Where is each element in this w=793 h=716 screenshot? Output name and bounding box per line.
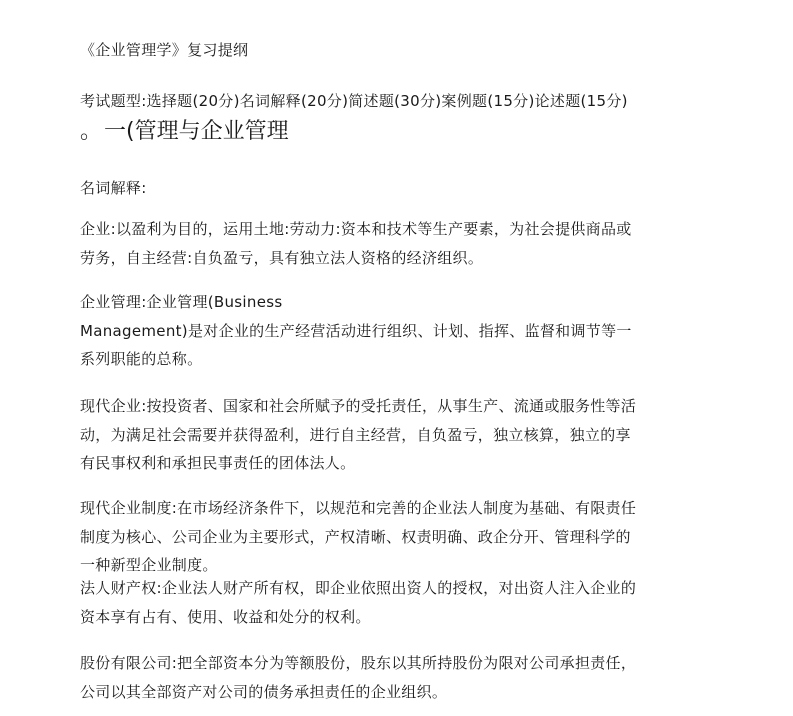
term-entry-faren-caichanquan [80, 574, 740, 631]
entry-line: 企业:以盈利为目的，运用土地:劳动力:资本和技术等生产要素，为社会提供商品或 [80, 220, 632, 238]
section-heading-text: 一(管理与企业管理 [104, 119, 289, 144]
term-entry-qiye-guanli [80, 288, 740, 374]
terms-subheading: 名词解释: [80, 179, 147, 197]
term-entry-xiandai-qiye [80, 392, 740, 478]
entry-line: 有民事权利和承担民事责任的团体法人。 [80, 454, 356, 472]
document-title: 《企业管理学》复习提纲 [80, 41, 249, 59]
term-entry-gufen-gongsi [80, 649, 740, 706]
entry-line: 动，为满足社会需要并获得盈利，进行自主经营，自负盈亏，独立核算，独立的享 [80, 425, 631, 444]
section-marker: 。 [80, 119, 103, 144]
entry-line: 现代企业制度:在市场经济条件下，以规范和完善的企业法人制度为基础、有限责任 [80, 499, 637, 517]
term-entry-qiye [80, 215, 740, 272]
entry-line: 股份有限公司:把全部资本分为等额股份，股东以其所持股份为限对公司承担责任， [80, 654, 637, 672]
entry-line: 现代企业:按投资者、国家和社会所赋予的受托责任，从事生产、流通或服务性等活 [80, 397, 637, 415]
entry-line: 资本享有占有、使用、收益和处分的权利。 [80, 607, 371, 626]
section-heading [80, 118, 289, 146]
entry-line: 劳务，自主经营:自负盈亏，具有独立法人资格的经济组织。 [80, 248, 484, 267]
entry-line: Management)是对企业的生产经营活动进行组织、计划、指挥、监督和调节等一 [80, 321, 632, 340]
entry-line: 企业管理:企业管理(Business [80, 293, 283, 311]
entry-line: 公司以其全部资产对公司的债务承担责任的企业组织。 [80, 682, 448, 701]
term-entry-xiandai-qiye-zhidu [80, 494, 740, 580]
entry-line: 法人财产权:企业法人财产所有权，即企业依照出资人的授权，对出资人注入企业的 [80, 579, 637, 597]
entry-line: 一种新型企业制度。 [80, 556, 218, 574]
entry-line: 系列职能的总称。 [80, 350, 203, 368]
exam-types-line: 考试题型:选择题(20分)名词解释(20分)简述题(30分)案例题(15分)论述题(15分) [80, 92, 628, 110]
entry-line: 制度为核心、公司企业为主要形式，产权清晰、权责明确、政企分开、管理科学的 [80, 527, 631, 546]
